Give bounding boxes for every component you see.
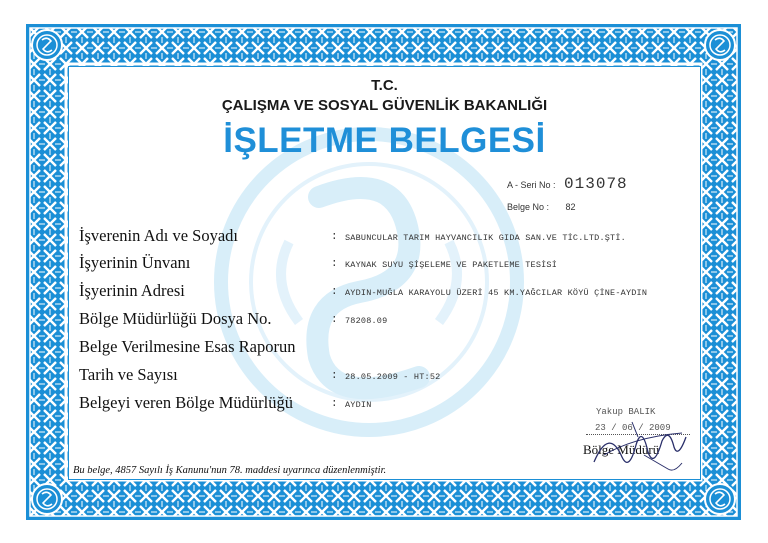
handwritten-signature-icon bbox=[574, 407, 694, 477]
certificate bbox=[26, 24, 741, 520]
country-heading: T.C. bbox=[371, 77, 398, 94]
file-number-colon: : bbox=[331, 314, 338, 326]
workplace-title-label: İşyerinin Ünvanı bbox=[79, 253, 191, 272]
serial-number-label: A - Seri No : bbox=[507, 180, 556, 190]
signature-date: 23 / 06 / 2009 bbox=[595, 423, 671, 433]
workplace-address-value: AYDIN-MUĞLA KARAYOLU ÜZERİ 45 KM.YAĞCILAR KÖYÜ ÇİNE-AYDIN bbox=[345, 288, 648, 298]
document-number bbox=[507, 202, 576, 212]
certificate-body bbox=[68, 66, 701, 480]
corner-emblem-icon bbox=[703, 28, 737, 62]
document-title: İŞLETME BELGESİ bbox=[223, 121, 546, 160]
report-date-colon: : bbox=[331, 370, 338, 382]
corner-emblem-icon bbox=[703, 482, 737, 516]
signatory-name: Yakup BALIK bbox=[596, 407, 656, 417]
workplace-address-label: İşyerinin Adresi bbox=[79, 281, 185, 300]
workplace-address-colon: : bbox=[331, 286, 338, 298]
ministry-heading: ÇALIŞMA VE SOSYAL GÜVENLİK BAKANLIĞI bbox=[221, 97, 548, 114]
legal-footnote: Bu belge, 4857 Sayılı İş Kanunu'nun 78. maddesi uyarınca düzenlenmiştir. bbox=[73, 465, 387, 476]
file-number-label: Bölge Müdürlüğü Dosya No. bbox=[79, 309, 272, 328]
report-date-value: 28.05.2009 - HT:52 bbox=[345, 372, 441, 382]
serial-number bbox=[507, 175, 628, 193]
issuing-office-value: AYDIN bbox=[345, 400, 372, 410]
employer-name-colon: : bbox=[331, 231, 338, 243]
issuing-office-colon: : bbox=[331, 398, 338, 410]
report-date-label: Tarih ve Sayısı bbox=[79, 365, 178, 384]
workplace-title-value: KAYNAK SUYU ŞİŞELEME VE PAKETLEME TESİSİ bbox=[345, 260, 558, 270]
issuing-office-label: Belgeyi veren Bölge Müdürlüğü bbox=[79, 393, 294, 412]
corner-emblem-icon bbox=[30, 482, 64, 516]
employer-name-value: SABUNCULAR TARIM HAYVANCILIK GIDA SAN.VE TİC.LTD.ŞTİ. bbox=[345, 233, 626, 243]
corner-emblem-icon bbox=[30, 28, 64, 62]
workplace-title-colon: : bbox=[331, 258, 338, 270]
signatory-title: Bölge Müdürü bbox=[583, 442, 660, 457]
document-number-value: 82 bbox=[565, 202, 576, 212]
serial-number-value: 013078 bbox=[564, 175, 628, 193]
employer-name-label: İşverenin Adı ve Soyadı bbox=[79, 226, 239, 245]
file-number-value: 78208.09 bbox=[345, 316, 388, 326]
report-basis-label: Belge Verilmesine Esas Raporun bbox=[79, 337, 296, 356]
document-number-label: Belge No : bbox=[507, 202, 550, 212]
